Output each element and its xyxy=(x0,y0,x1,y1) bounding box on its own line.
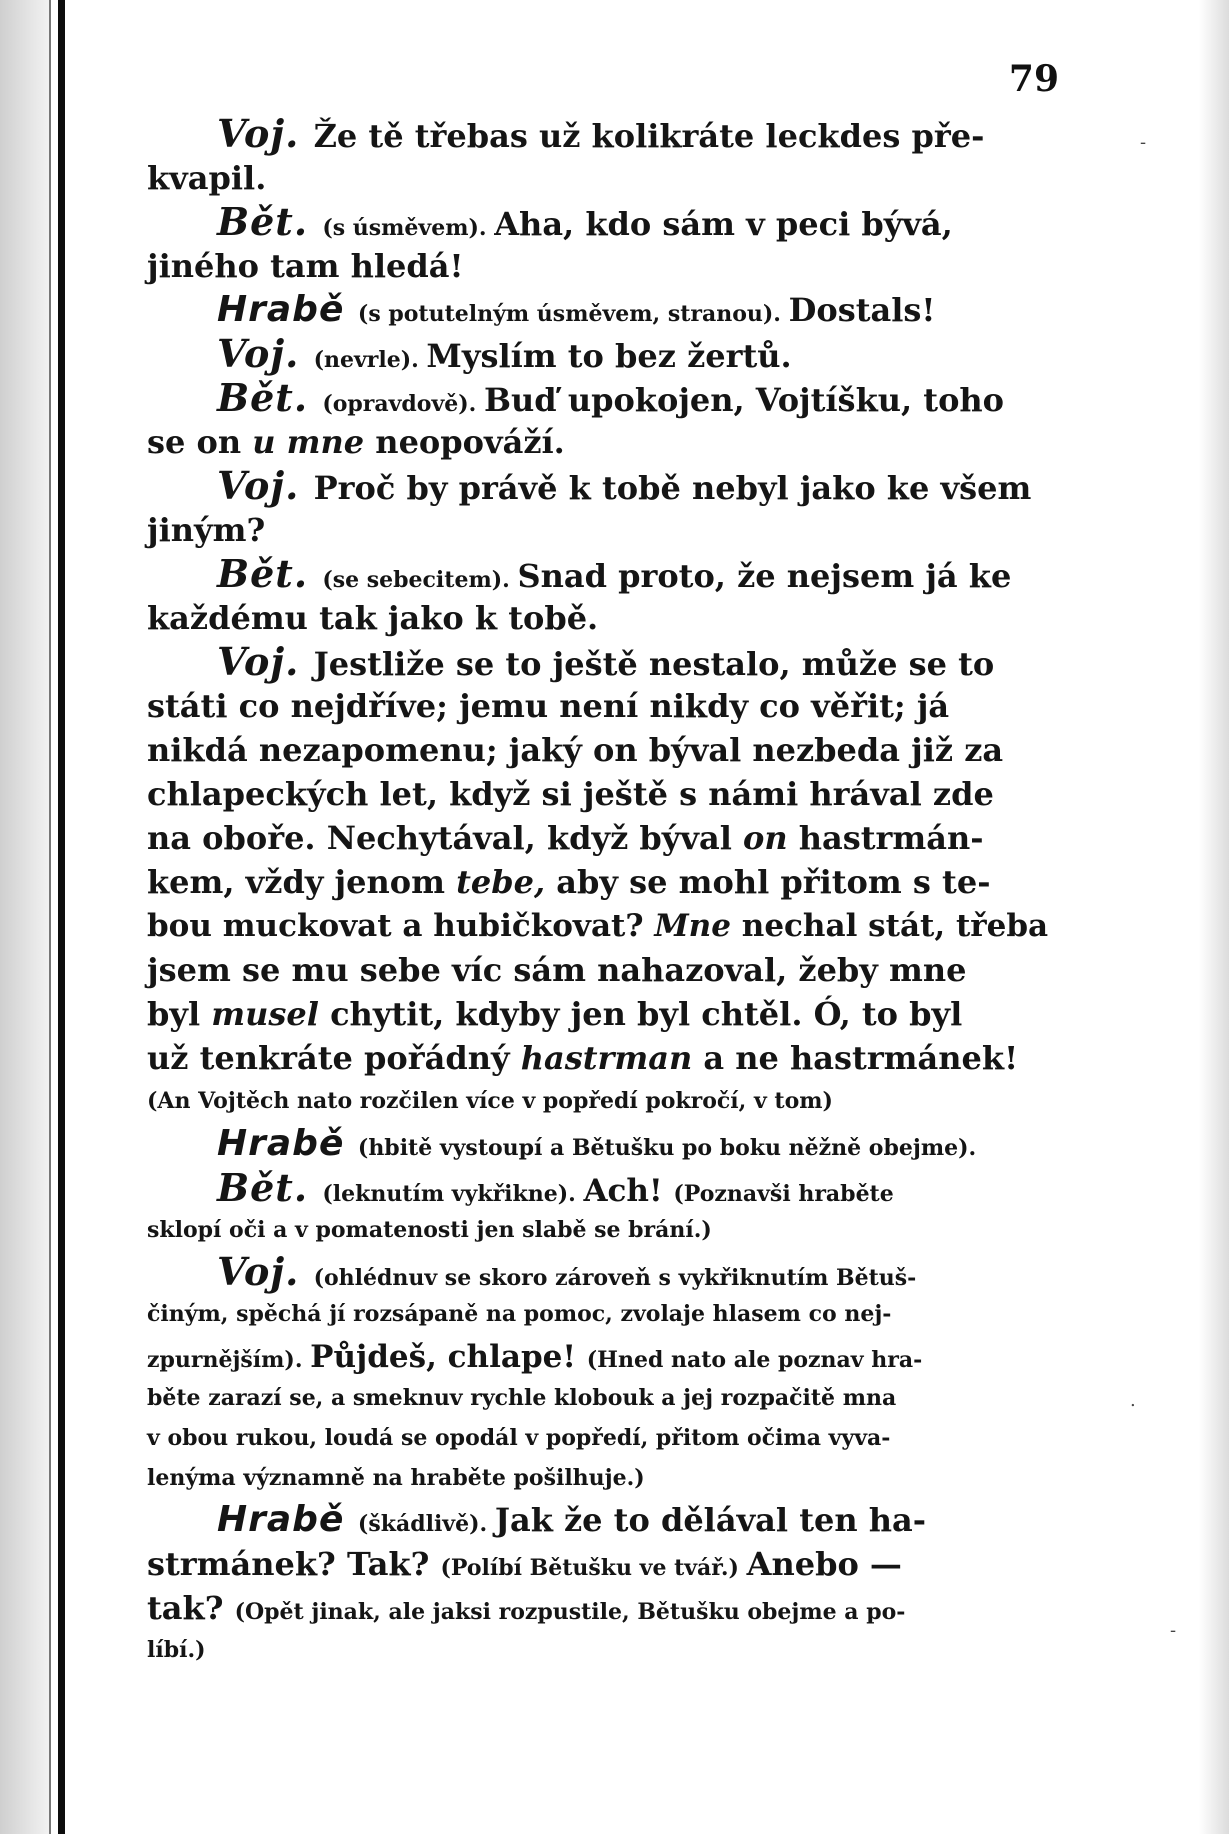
stage-direction: (Opět jinak, ale jaksi rozpustile, Bětušku obejme a po- xyxy=(234,1599,906,1625)
text-line xyxy=(147,420,1052,464)
speaker-name: Bět. xyxy=(217,199,323,244)
text-line xyxy=(147,1210,1052,1250)
stage-direction: (škádlivě). xyxy=(357,1511,495,1537)
text-run: Aha, kdo sám v peci bývá, xyxy=(494,205,953,243)
text-run: chytit, kdyby jen byl chtěl. Ó, to byl xyxy=(318,995,963,1033)
text-line xyxy=(147,640,1052,684)
text-line xyxy=(147,1630,1052,1670)
stage-direction: (s potutelným úsměvem, stranou). xyxy=(357,301,789,327)
stage-direction: (se sebecitem). xyxy=(322,567,518,593)
text-line xyxy=(147,1122,1052,1166)
text-line xyxy=(147,508,1052,552)
speaker-name: Bět. xyxy=(217,375,323,420)
text-run: už tenkráte pořádný xyxy=(147,1039,521,1077)
text-run: chlapeckých let, když si ještě s námi hrával zde xyxy=(147,775,994,813)
text-run: tak? xyxy=(147,1589,235,1627)
text-run: kvapil. xyxy=(147,159,267,197)
text-run: Dostals! xyxy=(788,291,936,329)
speaker-name: Hrabě xyxy=(217,1123,358,1164)
emphasis: on xyxy=(742,819,788,857)
stage-direction: (s úsměvem). xyxy=(322,215,495,241)
text-line xyxy=(147,1294,1052,1334)
text-line xyxy=(147,1036,1052,1080)
text-run: jiného tam hledá! xyxy=(147,247,464,285)
text-run: na oboře. Nechytával, když býval xyxy=(147,819,743,857)
text-run: se on xyxy=(147,423,253,461)
text-run: nikdá nezapomenu; jaký on býval nezbeda již za xyxy=(147,731,1004,769)
text-line xyxy=(147,596,1052,640)
stage-direction: zpurnějším). xyxy=(147,1347,311,1373)
text-run: kem, vždy jenom xyxy=(147,863,457,901)
speaker-name: Bět. xyxy=(217,551,323,596)
text-line xyxy=(147,816,1052,860)
text-line xyxy=(147,552,1052,596)
text-run: Ach! xyxy=(583,1173,674,1209)
text-line xyxy=(147,1250,1052,1294)
speaker-name: Hrabě xyxy=(217,1499,358,1540)
text-line xyxy=(147,684,1052,728)
text-line xyxy=(147,1458,1052,1498)
text-run: běte zarazí se, a smeknuv rychle klobouk a jej rozpačitě mna xyxy=(147,1385,897,1411)
text-line xyxy=(147,992,1052,1036)
binding-edge-thin xyxy=(49,0,51,1834)
text-run: Proč by právě k tobě nebyl jako ke všem xyxy=(313,469,1032,507)
text-line xyxy=(147,1418,1052,1458)
text-line xyxy=(147,244,1052,288)
speaker-name: Voj. xyxy=(217,1249,314,1294)
text-line xyxy=(147,1334,1052,1378)
page-edge-shadow xyxy=(1199,0,1229,1834)
text-run: Buď upokojen, Vojtíšku, toho xyxy=(483,381,1005,419)
scan-speck: . xyxy=(1130,1390,1136,1411)
text-run: nechal stát, třeba xyxy=(730,908,1049,944)
emphasis: musel xyxy=(211,995,319,1033)
text-line xyxy=(147,332,1052,376)
page-number: 79 xyxy=(1008,58,1059,100)
text-run: jiným? xyxy=(147,511,266,549)
speaker-name: Voj. xyxy=(217,463,314,508)
text-line xyxy=(147,1498,1052,1542)
speaker-name: Voj. xyxy=(217,331,314,376)
text-line xyxy=(147,156,1052,200)
speaker-name: Voj. xyxy=(217,111,314,156)
stage-direction: (hbitě vystoupí a Bětušku po boku něžně obejme). xyxy=(357,1135,977,1161)
emphasis: u mne xyxy=(252,423,365,461)
gutter-shadow xyxy=(0,0,49,1834)
scan-speck: - xyxy=(1140,132,1147,153)
text-run: Jestliže se to ještě nestalo, může se to xyxy=(313,645,995,683)
text-run: činým, spěchá jí rozsápaně na pomoc, zvolaje hlasem co nej- xyxy=(147,1301,892,1327)
stage-direction: (ohlédnuv se skoro zároveň s vykřiknutím Bětuš- xyxy=(313,1265,917,1291)
text-line xyxy=(147,1586,1052,1630)
stage-direction: (Poznavši hraběte xyxy=(673,1181,894,1207)
text-run: aby se mohl přitom s te- xyxy=(545,863,991,901)
text-line xyxy=(147,904,1052,948)
text-run: neopováží. xyxy=(364,423,565,461)
text-run: Že tě třebas už kolikráte leckdes pře- xyxy=(313,117,985,155)
scan-speck: - xyxy=(1170,1620,1177,1641)
text-run: Snad proto, že nejsem já ke xyxy=(517,557,1012,595)
stage-direction: (opravdově). xyxy=(322,391,484,417)
text-run: lenýma významně na hraběte pošilhuje.) xyxy=(147,1465,645,1491)
text-line xyxy=(147,376,1052,420)
text-run: hastrmán- xyxy=(787,819,984,857)
text-run: státi co nejdříve; jemu není nikdy co věřit; já xyxy=(147,687,950,725)
text-run: Myslím to bez žertů. xyxy=(426,337,792,375)
emphasis: hastrman xyxy=(520,1039,693,1077)
text-run: sklopí oči a v pomatenosti jen slabě se brání.) xyxy=(147,1217,712,1243)
speaker-name: Voj. xyxy=(217,639,314,684)
speaker-name: Bět. xyxy=(217,1165,323,1210)
text-line xyxy=(147,1378,1052,1418)
text-line xyxy=(147,1542,1052,1586)
text-run: v obou rukou, loudá se opodál v popředí, přitom očima vyva- xyxy=(147,1425,891,1451)
text-line xyxy=(147,200,1052,244)
text-run: líbí.) xyxy=(147,1637,206,1663)
text-run: a ne hastrmánek! xyxy=(692,1039,1019,1077)
text-run: Jak že to dělával ten ha- xyxy=(494,1501,927,1539)
text-run: strmánek? Tak? xyxy=(147,1545,441,1583)
text-line xyxy=(147,112,1052,156)
text-run: Anebo — xyxy=(746,1545,902,1583)
text-line xyxy=(147,860,1052,904)
text-run: Půjdeš, chlape! xyxy=(310,1339,587,1375)
emphasis: Mne xyxy=(654,908,731,944)
text-run: byl xyxy=(147,995,212,1033)
text-line xyxy=(147,1080,1052,1122)
text-line xyxy=(147,728,1052,772)
speaker-name: Hrabě xyxy=(217,289,358,330)
text-line xyxy=(147,1166,1052,1210)
text-run: každému tak jako k tobě. xyxy=(147,599,599,637)
stage-direction: (nevrle). xyxy=(313,347,427,373)
stage-direction: (Hned nato ale poznav hra- xyxy=(586,1347,923,1373)
binding-edge xyxy=(58,0,65,1834)
text-line xyxy=(147,772,1052,816)
stage-direction: (Políbí Bětušku ve tvář.) xyxy=(440,1555,747,1581)
play-text xyxy=(147,112,1052,1670)
text-run: bou muckovat a hubičkovat? xyxy=(147,908,655,944)
text-run: jsem se mu sebe víc sám nahazoval, žeby mne xyxy=(147,951,967,989)
text-line xyxy=(147,948,1052,992)
emphasis: tebe, xyxy=(456,863,546,901)
text-line xyxy=(147,464,1052,508)
text-line xyxy=(147,288,1052,332)
text-run: (An Vojtěch nato rozčilen více v popředí pokročí, v tom) xyxy=(147,1088,833,1114)
stage-direction: (leknutím vykřikne). xyxy=(322,1181,584,1207)
